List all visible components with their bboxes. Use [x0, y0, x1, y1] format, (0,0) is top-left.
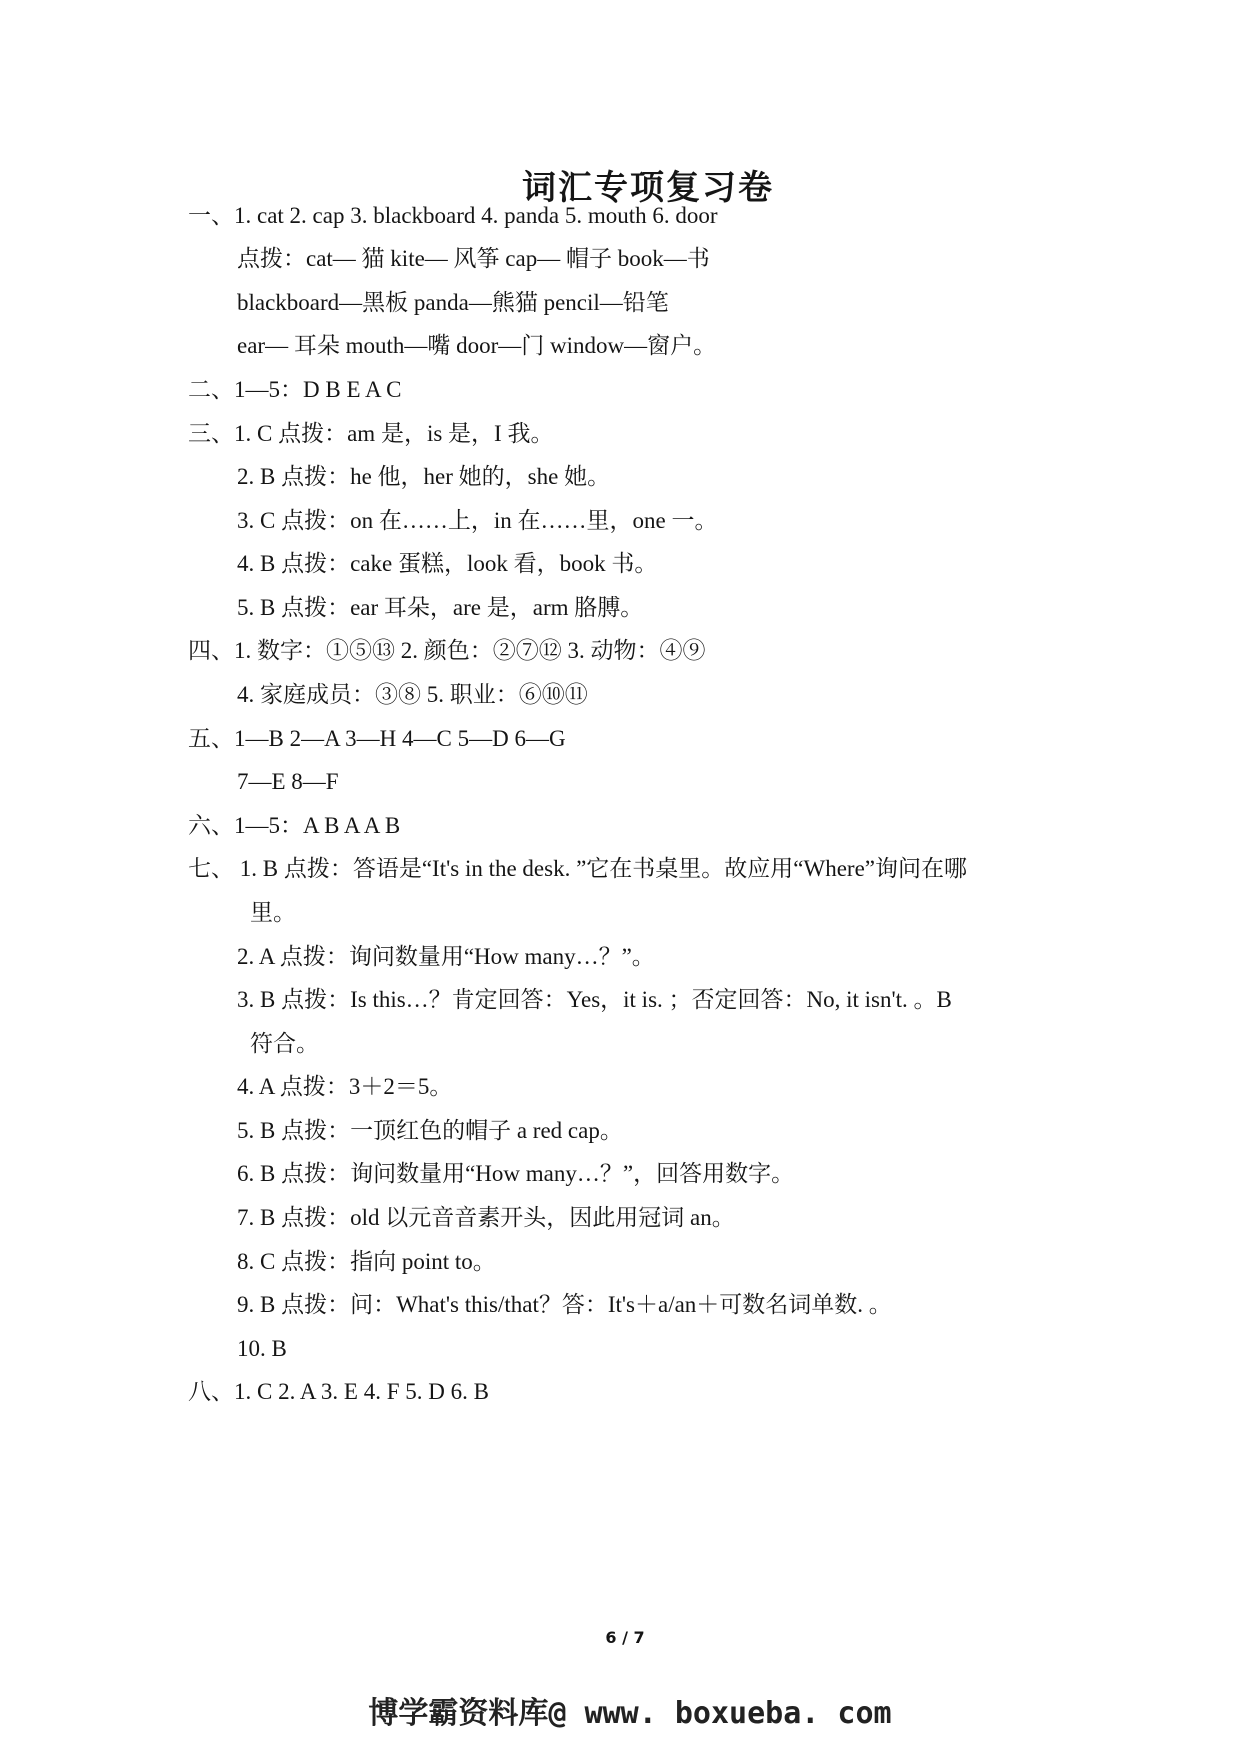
- text-line: 9. B 点拨：问：What's this/that？答：It's＋a/an＋可数名词单数. 。: [237, 1292, 892, 1317]
- text-line: 3. B 点拨：Is this…？肯定回答：Yes，it is. ；否定回答：No, it isn't. 。B: [237, 987, 952, 1012]
- text-line: 4. B 点拨：cake 蛋糕，look 看，book 书。: [237, 551, 658, 576]
- text-line: 2. A 点拨：询问数量用“How many…？”。: [237, 944, 655, 969]
- text-line: 7—E 8—F: [237, 769, 339, 794]
- text-line: 4. A 点拨：3＋2＝5。: [237, 1074, 453, 1099]
- text-line: 10. B: [237, 1336, 287, 1361]
- page-number: 6 / 7: [605, 1628, 645, 1647]
- text-line: 八、1. C 2. A 3. E 4. F 5. D 6. B: [188, 1379, 489, 1404]
- text-line: 四、1. 数字：①⑤⑬ 2. 颜色：②⑦⑫ 3. 动物：④⑨: [188, 638, 706, 663]
- text-line: 7. B 点拨：old 以元音音素开头，因此用冠词 an。: [237, 1205, 735, 1230]
- text-line: 里。: [250, 900, 296, 925]
- text-line: 二、1—5：D B E A C: [188, 377, 402, 402]
- text-line: 一、1. cat 2. cap 3. blackboard 4. panda 5. mouth 6. door: [188, 203, 718, 228]
- text-line: 3. C 点拨：on 在……上，in 在……里，one 一。: [237, 508, 718, 533]
- watermark: 博学霸资料库@ www. boxueba. com: [368, 1696, 892, 1731]
- text-line: 六、1—5：A B A A B: [188, 813, 401, 838]
- page-title: 词汇专项复习卷: [522, 168, 774, 208]
- text-line: 4. 家庭成员：③⑧ 5. 职业：⑥⑩⑪: [237, 682, 588, 707]
- text-line: 5. B 点拨：一顶红色的帽子 a red cap。: [237, 1118, 623, 1143]
- text-line: 五、1—B 2—A 3—H 4—C 5—D 6—G: [188, 726, 566, 751]
- text-line: 点拨：cat— 猫 kite— 风筝 cap— 帽子 book—书: [237, 246, 710, 271]
- text-line: 符合。: [250, 1031, 319, 1056]
- text-line: ear— 耳朵 mouth—嘴 door—门 window—窗户。: [237, 333, 717, 358]
- text-line: 三、1. C 点拨：am 是，is 是，I 我。: [188, 421, 554, 446]
- text-line: 8. C 点拨：指向 point to。: [237, 1249, 496, 1274]
- text-line: 6. B 点拨：询问数量用“How many…？”，回答用数字。: [237, 1161, 795, 1186]
- text-line: blackboard—黑板 panda—熊猫 pencil—铅笔: [237, 290, 669, 315]
- text-line: 5. B 点拨：ear 耳朵，are 是，arm 胳膊。: [237, 595, 644, 620]
- text-line: 2. B 点拨：he 他，her 她的，she 她。: [237, 464, 611, 489]
- text-line: 七、 1. B 点拨：答语是“It's in the desk. ”它在书桌里。故应用“Where”询问在哪: [188, 856, 968, 881]
